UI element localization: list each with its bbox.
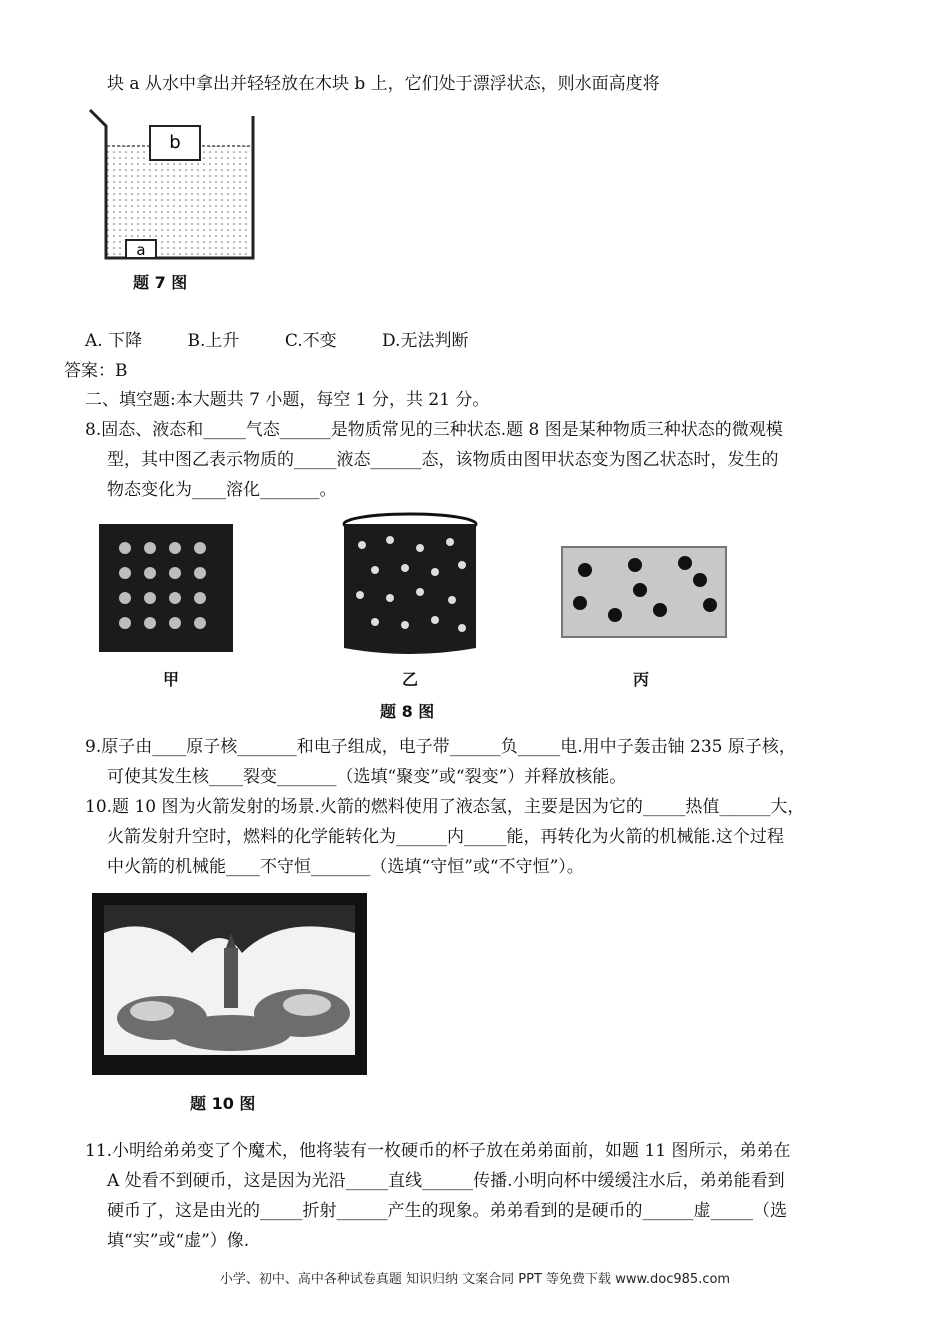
figure-8-solid [95, 518, 240, 658]
page-footer: 小学、初中、高中各种试卷真题 知识归纳 文案合同 PPT 等免费下载 www.doc985.com [219, 1272, 731, 1287]
q10-line-3: 中火箭的机械能____不守恒_______（选填“守恒”或“不守恒”）。 [107, 857, 584, 877]
q9-line-2: 可使其发生核____裂变_______（选填“聚变”或“裂变”）并释放核能。 [107, 767, 627, 787]
section-2-heading: 二、填空题:本大题共 7 小题，每空 1 分，共 21 分。 [85, 390, 490, 410]
q10-line-1: 10.题 10 图为火箭发射的场景.火箭的燃料使用了液态氢，主要是因为它的_____热值______大， [85, 797, 805, 817]
figure-10-caption: 题 10 图 [190, 1094, 256, 1113]
q7-continuation: 块 a 从水中拿出并轻轻放在木块 b 上，它们处于漂浮状态，则水面高度将 [107, 74, 660, 94]
q8-line-2: 型，其中图乙表示物质的_____液态______态，该物质由图甲状态变为图乙状态时，发生的 [107, 450, 779, 470]
figure-8-liquid [340, 510, 480, 660]
option-a: A. 下降 [85, 331, 143, 351]
figure-8-caption: 题 8 图 [380, 702, 435, 721]
q8-line-3: 物态变化为____溶化_______。 [107, 480, 337, 500]
figure-8-label-jia: 甲 [163, 670, 180, 689]
option-c: C.不变 [284, 331, 337, 351]
q11-line-4: 填“实”或“虚”）像. [107, 1231, 250, 1251]
figure-8-label-bing: 丙 [633, 670, 650, 689]
block-b-label: b [169, 132, 181, 153]
q11-line-3: 硬币了，这是由光的_____折射______产生的现象。弟弟看到的是硬币的______虚_____（选 [107, 1201, 787, 1221]
q7-options [85, 330, 508, 352]
figure-8-label-yi: 乙 [402, 670, 419, 689]
option-b: B.上升 [187, 331, 240, 351]
figure-8-gas [560, 545, 730, 640]
q11-line-1: 11.小明给弟弟变了个魔术，他将装有一枚硬币的杯子放在弟弟面前，如题 11 图所示，弟弟在 [85, 1141, 791, 1161]
option-d: D.无法判断 [382, 331, 469, 351]
q7-answer: 答案：B [64, 361, 128, 381]
q9-line-1: 9.原子由____原子核_______和电子组成，电子带______负_____电.用中子轰击铀 235 原子核， [85, 737, 796, 757]
figure-10-rocket-launch [92, 893, 367, 1075]
block-a-label: a [136, 241, 146, 259]
q11-line-2: A 处看不到硬币，这是因为光沿_____直线______传播.小明向杯中缓缓注水后，弟弟能看到 [107, 1171, 785, 1191]
figure-7-caption: 题 7 图 [133, 273, 188, 292]
q8-line-1: 8.固态、液态和_____气态______是物质常见的三种状态.题 8 图是某种物质三种状态的微观模 [85, 420, 783, 440]
q10-line-2: 火箭发射升空时，燃料的化学能转化为______内_____能，再转化为火箭的机械能.这个过程 [107, 827, 784, 847]
